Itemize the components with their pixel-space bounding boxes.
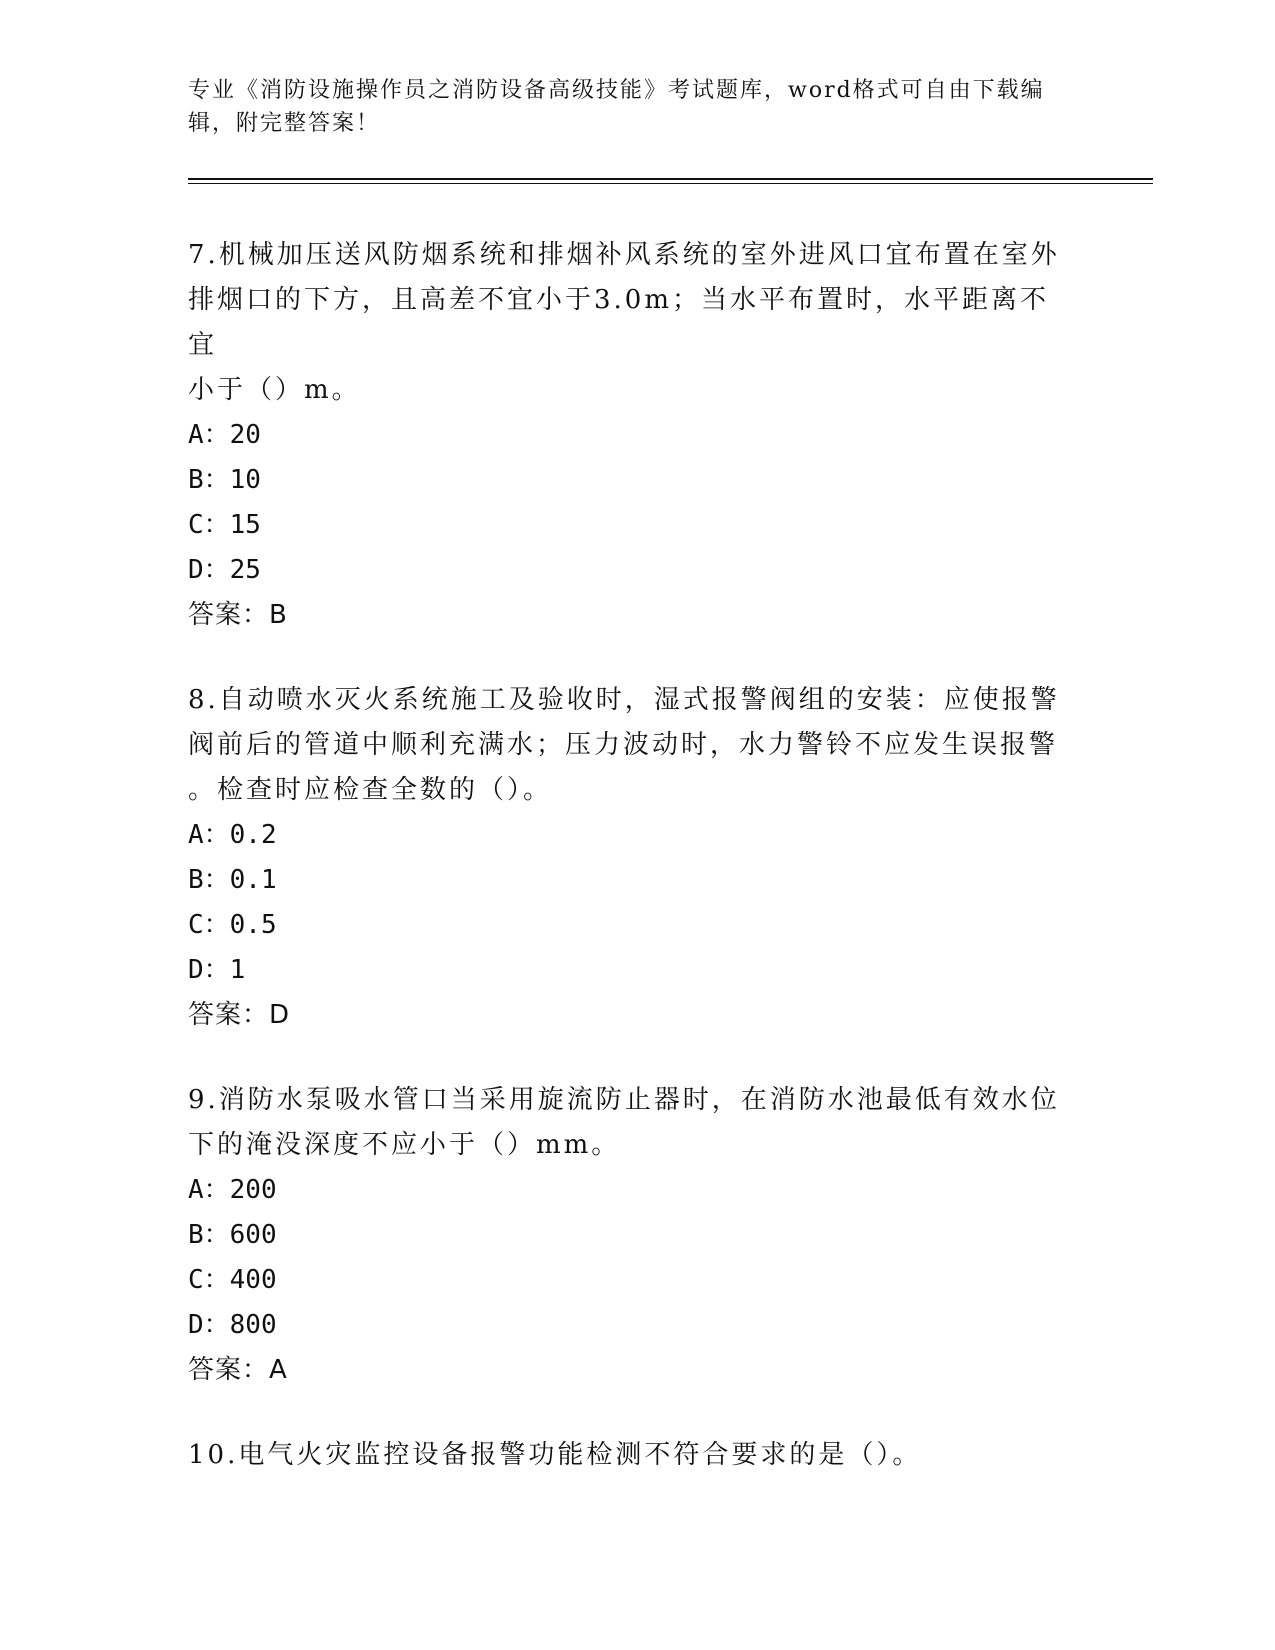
- question-8: [188, 678, 1068, 1038]
- option-b: B：600: [188, 1220, 277, 1250]
- question-text-line: 10.电气火灾监控设备报警功能检测不符合要求的是（）。: [188, 1440, 922, 1470]
- question-text-line: 。检查时应检查全数的（）。: [188, 775, 553, 805]
- question-text-line: 8.自动喷水灭火系统施工及验收时，湿式报警阀组的安装：应使报警: [188, 685, 1060, 715]
- option-a: A：20: [188, 420, 261, 450]
- question-text-line: 9.消防水泵吸水管口当采用旋流防止器时，在消防水池最低有效水位: [188, 1085, 1060, 1115]
- question-9: [188, 1078, 1068, 1393]
- question-7: [188, 233, 1068, 638]
- question-text-line: 7.机械加压送风防烟系统和排烟补风系统的室外进风口宜布置在室外: [188, 240, 1060, 270]
- question-text-line: 下的淹没深度不应小于（）mm。: [188, 1130, 621, 1160]
- header-line-1: 专业《消防设施操作员之消防设备高级技能》考试题库，word格式可自由下载编: [188, 78, 1045, 103]
- document-header: [188, 74, 1068, 140]
- question-text-line: 阀前后的管道中顺利充满水；压力波动时，水力警铃不应发生误报警: [188, 730, 1059, 760]
- option-d: D：800: [188, 1310, 277, 1340]
- question-text-line: 小于（）m。: [188, 375, 361, 405]
- option-d: D：1: [188, 955, 246, 985]
- question-text-line: 排烟口的下方，且高差不宜小于3.0m；当水平布置时，水平距离不宜: [188, 285, 1050, 360]
- answer-line: 答案：B: [188, 600, 288, 630]
- option-b: B：0.1: [188, 865, 277, 895]
- answer-line: 答案：A: [188, 1355, 288, 1385]
- option-a: A：0.2: [188, 820, 277, 850]
- option-c: C：0.5: [188, 910, 277, 940]
- option-c: C：15: [188, 510, 261, 540]
- header-line-2: 辑，附完整答案！: [188, 111, 381, 136]
- question-list: [188, 233, 1068, 1518]
- header-divider-thin: [188, 183, 1153, 184]
- question-10: [188, 1433, 1068, 1478]
- option-d: D：25: [188, 555, 261, 585]
- option-b: B：10: [188, 465, 261, 495]
- option-c: C：400: [188, 1265, 277, 1295]
- header-divider-thick: [188, 178, 1153, 180]
- answer-line: 答案：D: [188, 1000, 291, 1030]
- option-a: A：200: [188, 1175, 277, 1205]
